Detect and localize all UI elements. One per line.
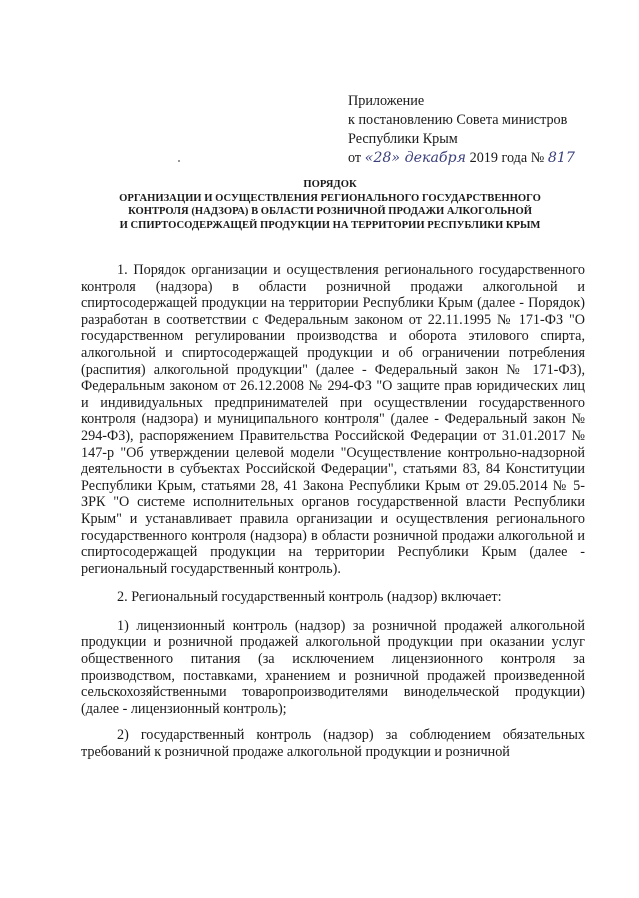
paragraph-4: 2) государственный контроль (надзор) за соблюдением обязательных требований к розничной продаже алкогольной продукции и розничной [81,727,585,761]
title-line-4: И СПИРТОСОДЕРЖАЩЕЙ ПРОДУКЦИИ НА ТЕРРИТОРИИ РЕСПУБЛИКИ КРЫМ [119,219,541,231]
appendix-date-line [348,149,575,168]
paragraph-3: 1) лицензионный контроль (надзор) за розничной продажей алкогольной продукции и розничной продажей алкогольной продукции при оказании услуг общественного питания (за исключением лицензионного контроля за производством, поставками, хранением и розничной продажей произведенной сельскохозяйственными товаропроизводителями винодельческой продукции) (далее - лицензионный контроль); [81,617,585,717]
appendix-line-2: к постановлению Совета министров [348,112,568,128]
handwritten-number: 817 [547,150,575,166]
title-line-3: КОНТРОЛЯ (НАДЗОРА) В ОБЛАСТИ РОЗНИЧНОЙ ПРОДАЖИ АЛКОГОЛЬНОЙ [128,206,532,217]
scan-speck [178,160,180,162]
appendix-line-3: Республики Крым [348,131,458,147]
document-title [60,178,600,232]
document-body [81,262,585,761]
handwritten-date: «28» декабря [364,150,467,166]
appendix-block [348,92,575,168]
paragraph-2: 2. Региональный государственный контроль (надзор) включает: [117,589,502,606]
year-text: 2019 года № [469,150,545,166]
title-line-2: ОРГАНИЗАЦИИ И ОСУЩЕСТВЛЕНИЯ РЕГИОНАЛЬНОГО ГОСУДАРСТВЕННОГО [119,192,541,204]
title-line-1: ПОРЯДОК [303,179,357,190]
date-prefix: от [348,150,362,166]
appendix-line-1: Приложение [348,93,425,109]
paragraph-1: 1. Порядок организации и осуществления регионального государственного контроля (надзора) в области розничной продажи алкогольной и спиртосодержащей продукции на территории Республики Крым (далее - Порядок) разработан в соответствии с Федеральным законом от 22.11.1995 № 171-ФЗ "О государственном регулировании производства и оборота этилового спирта, алкогольной и спиртосодержащей продукции и об ограничении потребления (распития) алкогольной продукции" (далее - Федеральный закон № 171-ФЗ), Федеральным законом от 26.12.2008 № 294-ФЗ "О защите прав юридических лиц и индивидуальных предпринимателей при осуществлении государственного контроля (надзора) и муниципального контроля" (далее - Федеральный закон № 294-ФЗ), распоряжением Правительства Российской Федерации от 31.01.2017 № 147-р "Об утверждении целевой модели "Осуществление контрольно-надзорной деятельности в субъектах Российской Федерации", статьями 83, 84 Конституции Республики Крым, статьями 28, 41 Закона Республики Крым от 29.05.2014 № 5-ЗРК "О системе исполнительных органов государственной власти Республики Крым" и устанавливает правила организации и осуществления регионального государственного контроля (надзора) в области розничной продажи алкогольной и спиртосодержащей продукции на территории Республики Крым (далее - региональный государственный контроль). [81,262,585,577]
